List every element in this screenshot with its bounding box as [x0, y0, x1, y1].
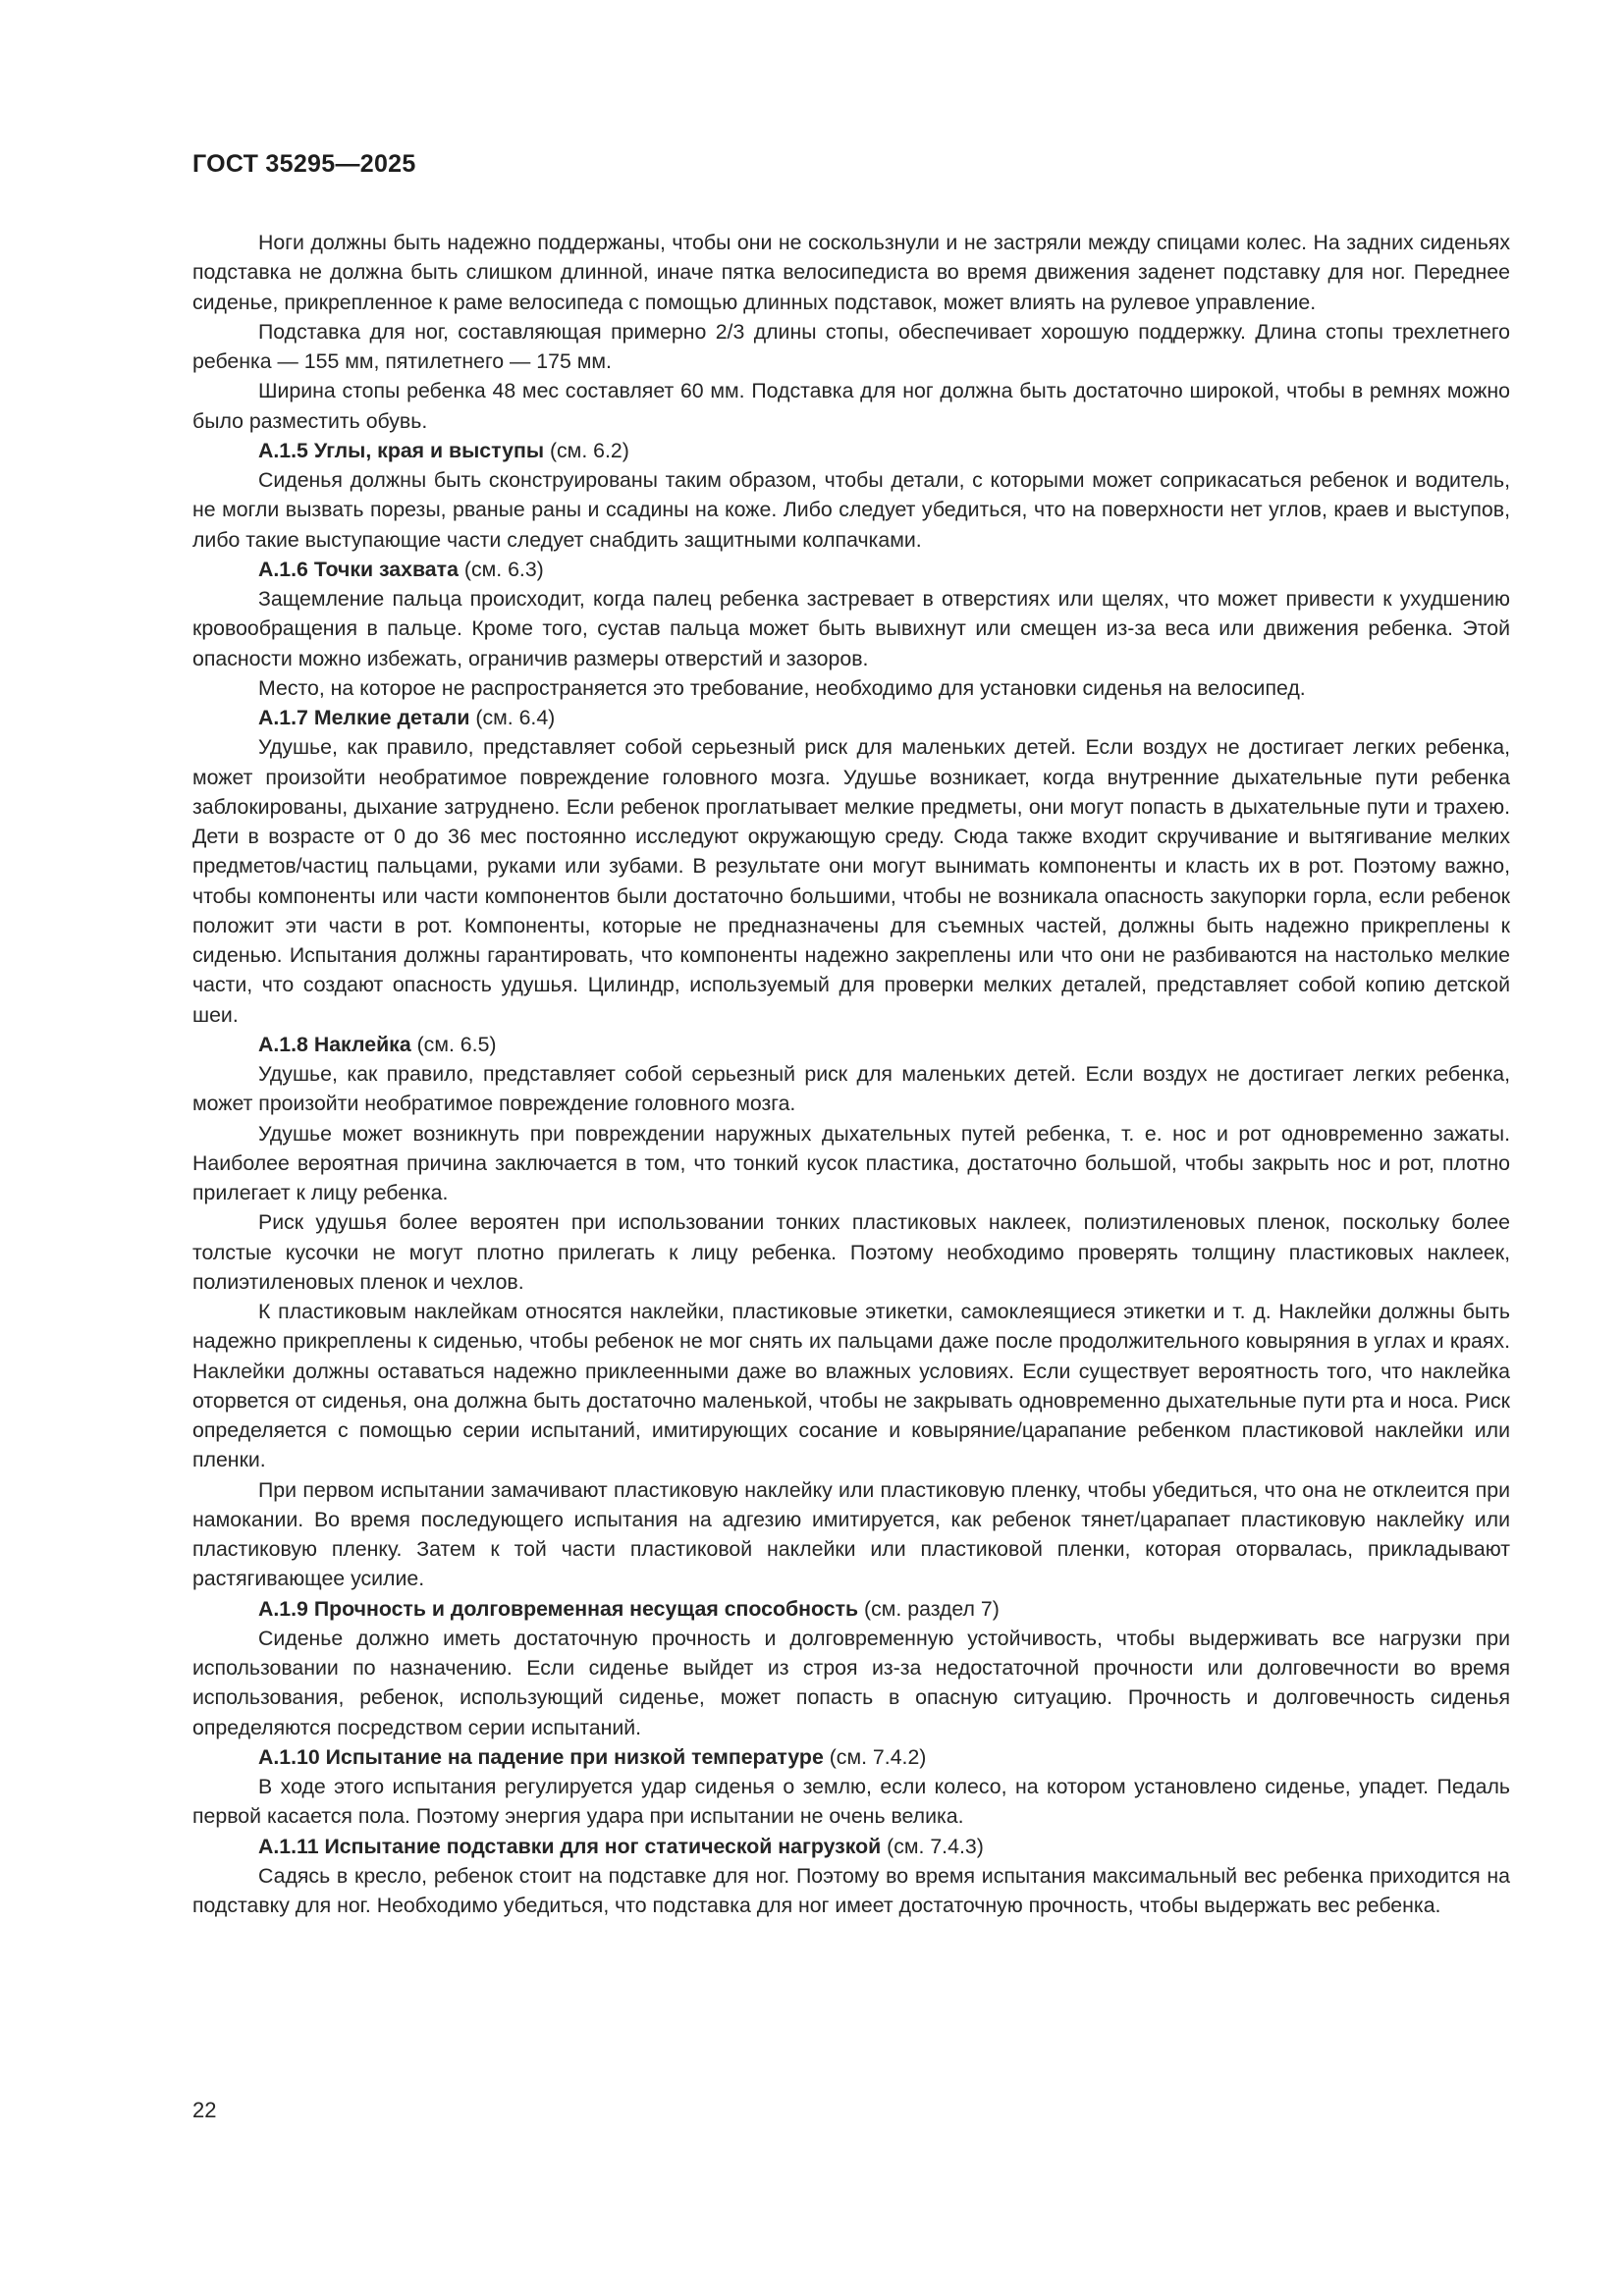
section-number: А.1.5	[258, 438, 308, 462]
paragraph: Место, на которое не распространяется это требование, необходимо для установки сиденья на велосипед.	[258, 675, 1306, 700]
paragraph: Сиденье должно иметь достаточную прочность и долговременную устойчивость, чтобы выдерживать все нагрузки при использовании по назначению. Если сиденье выйдет из строя из-за недостаточной прочности или долговечности во время использования, ребенок, использующий сиденье, может попасть в опасную ситуацию. Прочность и долговечность сиденья определяются посредством серии испытаний.	[192, 1626, 1510, 1739]
section-heading	[192, 1594, 1510, 1624]
section-title: Прочность и долговременная несущая способность	[313, 1596, 859, 1621]
section-title: Испытание на падение при низкой температуре	[325, 1744, 824, 1769]
section-title: Наклейка	[313, 1032, 411, 1056]
paragraph: Ширина стопы ребенка 48 мес составляет 60 мм. Подставка для ног должна быть достаточно широкой, чтобы в ремнях можно было разместить обувь.	[192, 379, 1510, 433]
section-heading	[192, 1832, 1510, 1861]
paragraph: Удушье, как правило, представляет собой серьезный риск для маленьких детей. Если воздух не достигает легких ребенка, может произойти необратимое повреждение головного мозга. Удушье возникает, когда внутренние дыхательные пути ребенка заблокированы, дыхание затруднено. Если ребенок проглатывает мелкие предметы, они могут попасть в дыхательные пути и трахею. Дети в возрасте от 0 до 36 мес постоянно исследуют окружающую среду. Сюда также входит скручивание и вытягивание мелких предметов/частиц пальцами, руками или зубами. В результате они могут вынимать компоненты и класть их в рот. Поэтому важно, чтобы компоненты или части компонентов были достаточно большими, чтобы не возникала опасность закупорки горла, если ребенок положит эти части в рот. Компоненты, которые не предназначены для съемных частей, должны быть надежно прикреплены к сиденью. Испытания должны гарантировать, что компоненты надежно закреплены или что они не разбиваются на настолько мелкие части, что создают опасность удушья. Цилиндр, используемый для проверки мелких деталей, представляет собой копию детской шеи.	[192, 735, 1510, 1027]
section-heading	[192, 436, 1510, 465]
section-ref: (см. раздел 7)	[864, 1596, 1000, 1621]
section-ref: (см. 7.4.3)	[887, 1834, 984, 1858]
section-number: А.1.9	[258, 1596, 308, 1621]
section-number: А.1.11	[258, 1834, 319, 1858]
paragraph: К пластиковым наклейкам относятся наклейки, пластиковые этикетки, самоклеящиеся этикетки и т. д. Наклейки должны быть надежно прикреплены к сиденью, чтобы ребенок не мог снять их пальцами даже после продолжительного ковыряния в углах и краях. Наклейки должны оставаться надежно приклеенными даже во влажных условиях. Если существует вероятность того, что наклейка оторвется от сиденья, она должна быть достаточно маленькой, чтобы не закрывать одновременно дыхательные пути рта и носа. Риск определяется с помощью серии испытаний, имитирующих сосание и ковыряние/царапание ребенком пластиковой наклейки или пленки.	[192, 1300, 1510, 1472]
paragraph: В ходе этого испытания регулируется удар сиденья о землю, если колесо, на котором установлено сиденье, упадет. Педаль первой касается пола. Поэтому энергия удара при испытании не очень велика.	[192, 1775, 1510, 1829]
section-heading	[192, 1742, 1510, 1772]
section-number: А.1.8	[258, 1032, 308, 1056]
section-heading	[192, 1030, 1510, 1059]
paragraph: Ноги должны быть надежно поддержаны, чтобы они не соскользнули и не застряли между спицами колес. На задних сиденьях подставка не должна быть слишком длинной, иначе пятка велосипедиста во время движения заденет подставку для ног. Переднее сиденье, прикрепленное к раме велосипеда с помощью длинных подставок, может влиять на рулевое управление.	[192, 231, 1510, 314]
paragraph: При первом испытании замачивают пластиковую наклейку или пластиковую пленку, чтобы убедиться, что она не отклеится при намокании. Во время последующего испытания на адгезию имитируется, как ребенок тянет/царапает пластиковую наклейку или пластиковую пленку. Затем к той части пластиковой наклейки или пластиковой пленки, которая оторвалась, прикладывают растягивающее усилие.	[192, 1477, 1510, 1591]
section-title: Точки захвата	[313, 557, 459, 581]
paragraph: Риск удушья более вероятен при использовании тонких пластиковых наклеек, полиэтиленовых пленок, поскольку более толстые кусочки не могут плотно прилегать к лицу ребенка. Поэтому необходимо проверять толщину пластиковых наклеек, полиэтиленовых пленок и чехлов.	[192, 1210, 1510, 1294]
section-number: А.1.6	[258, 557, 308, 581]
section-heading	[192, 703, 1510, 732]
section-ref: (см. 6.3)	[463, 557, 544, 581]
section-ref: (см. 6.5)	[416, 1032, 497, 1056]
section-ref: (см. 7.4.2)	[829, 1744, 927, 1769]
section-number: А.1.7	[258, 706, 308, 729]
section-title: Мелкие детали	[313, 706, 470, 729]
document-header: ГОСТ 35295—2025	[192, 150, 416, 178]
section-ref: (см. 6.2)	[549, 438, 629, 462]
paragraph: Удушье может возникнуть при повреждении наружных дыхательных путей ребенка, т. е. нос и рот одновременно зажаты. Наиболее вероятная причина заключается в том, что тонкий кусок пластика, достаточно большой, чтобы закрыть нос и рот, плотно прилегает к лицу ребенка.	[192, 1121, 1510, 1204]
section-ref: (см. 6.4)	[475, 706, 556, 729]
page-number: 22	[192, 2098, 217, 2122]
paragraph: Садясь в кресло, ребенок стоит на подставке для ног. Поэтому во время испытания максимальный вес ребенка приходится на подставку для ног. Необходимо убедиться, что подставка для ног имеет достаточную прочность, чтобы выдержать вес ребенка.	[192, 1863, 1510, 1917]
paragraph: Подставка для ног, составляющая примерно 2/3 длины стопы, обеспечивает хорошую поддержку. Длина стопы трехлетнего ребенка — 155 мм, пятилетнего — 175 мм.	[192, 319, 1510, 373]
section-heading	[192, 555, 1510, 584]
section-title: Углы, края и выступы	[313, 438, 545, 462]
paragraph: Защемление пальца происходит, когда палец ребенка застревает в отверстиях или щелях, что может привести к ухудшению кровообращения в пальце. Кроме того, сустав пальца может быть вывихнут или смещен из-за веса или движения ребенка. Этой опасности можно избежать, ограничив размеры отверстий и зазоров.	[192, 587, 1510, 670]
paragraph: Сиденья должны быть сконструированы таким образом, чтобы детали, с которыми может соприкасаться ребенок и водитель, не могли вызвать порезы, рваные раны и ссадины на коже. Либо следует убедиться, что на поверхности нет углов, краев и выступов, либо такие выступающие части следует снабдить защитными колпачками.	[192, 468, 1510, 552]
paragraph: Удушье, как правило, представляет собой серьезный риск для маленьких детей. Если воздух не достигает легких ребенка, может произойти необратимое повреждение головного мозга.	[192, 1062, 1510, 1116]
section-number: А.1.10	[258, 1744, 320, 1769]
section-title: Испытание подставки для ног статической нагрузкой	[324, 1834, 882, 1858]
document-body	[192, 228, 1510, 1920]
